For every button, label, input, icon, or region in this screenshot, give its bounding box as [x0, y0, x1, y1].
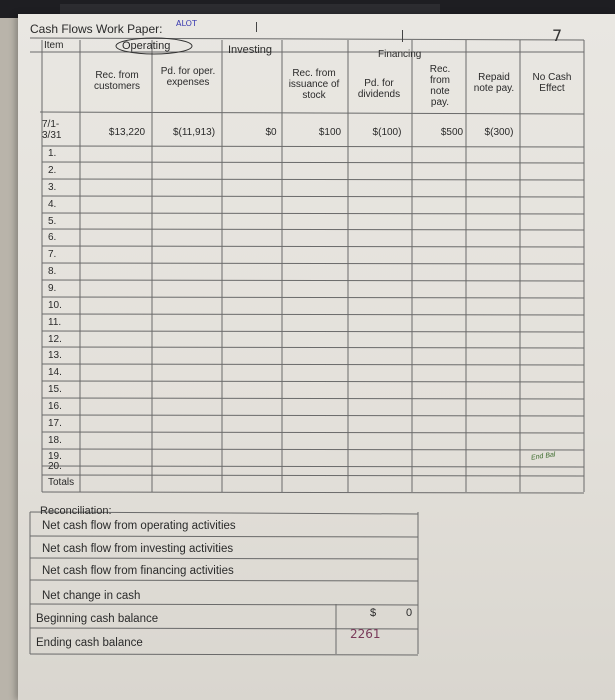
handwritten-title-note: ALOT	[176, 19, 197, 28]
col-rec-stock: Rec. from issuance of stock	[288, 68, 340, 101]
grid-row-line	[42, 280, 584, 281]
row-number-label: 1.	[48, 148, 57, 159]
row-number-label: 4.	[48, 199, 57, 210]
col-pd-dividends: Pd. for dividends	[357, 78, 401, 100]
reconciliation-row-label: Net cash flow from financing activities	[42, 565, 234, 577]
grid-row-line	[42, 162, 584, 163]
first-row-label: 7/1- 3/31	[42, 119, 62, 141]
cell-rec-customers: $13,220	[108, 127, 146, 138]
recon-row-line	[30, 604, 418, 605]
col-rec-customers: Rec. from customers	[93, 70, 141, 92]
grid-row-line	[42, 347, 584, 348]
operating-circle-mark	[114, 36, 194, 56]
row-number-label: 18.	[48, 435, 62, 446]
reconciliation-row-label: Ending cash balance	[36, 637, 143, 649]
worksheet-title: Cash Flows Work Paper:	[30, 22, 163, 36]
reconciliation-row-label: Net cash flow from investing activities	[42, 543, 234, 555]
ending-value-handwritten: 2261	[350, 627, 381, 641]
item-header: Item	[44, 40, 64, 51]
recon-row-line	[30, 654, 418, 655]
grid-header-bottom	[40, 112, 584, 114]
grid-row-line	[42, 381, 584, 382]
cell-investing: $0	[265, 127, 277, 138]
reconciliation-title: Reconciliation:	[40, 505, 112, 517]
grid-row-line	[42, 475, 584, 476]
row-number-label: 3.	[48, 182, 57, 193]
pen-tick-mark	[256, 22, 257, 32]
recon-row-line	[30, 580, 418, 581]
grid-row-line	[42, 196, 584, 197]
row-number-label: 11.	[48, 317, 62, 328]
handwritten-end-note: End Bal	[530, 451, 556, 462]
grid-row-line	[42, 229, 584, 230]
cell-rec-note: $500	[440, 127, 464, 138]
recon-row-line	[30, 536, 418, 537]
grid-row-line	[42, 246, 584, 247]
page-number: 7	[552, 26, 563, 45]
beginning-value-prefix: $	[370, 607, 377, 619]
grid-row-line	[42, 146, 584, 147]
row-number-label: 6.	[48, 232, 57, 243]
row-number-label: 12.	[48, 334, 62, 345]
col-no-cash-effect: No Cash Effect	[532, 72, 572, 94]
reconciliation-row-label: Net cash flow from operating activities	[42, 520, 236, 532]
grid-row-line	[42, 492, 584, 493]
beginning-value: 0	[406, 607, 413, 619]
row-number-label: 7.	[48, 249, 57, 260]
row-number-label: 17.	[48, 418, 62, 429]
pen-tick-mark	[402, 30, 403, 42]
cell-repaid-note: $(300)	[484, 127, 514, 138]
row-number-label: 10.	[48, 300, 62, 311]
grid-row-line	[42, 297, 584, 298]
grid-row-line	[42, 213, 584, 214]
financing-header: Financing	[378, 49, 422, 60]
investing-header: Investing	[228, 44, 273, 56]
row-number-label: 8.	[48, 266, 57, 277]
operating-header: Operating	[122, 40, 171, 52]
grid-row-line	[42, 364, 584, 365]
cell-pd-oper: $(11,913)	[172, 127, 216, 138]
cell-rec-stock: $100	[318, 127, 342, 138]
grid-row-line	[42, 314, 584, 315]
row-number-label: 16.	[48, 401, 62, 412]
row-number-label: 13.	[48, 350, 62, 361]
row-number-label: 9.	[48, 283, 57, 294]
row-number-label: 5.	[48, 216, 57, 227]
row-number-label: 15.	[48, 384, 62, 395]
col-rec-note: Rec. from note pay.	[429, 64, 451, 108]
grid-row-line	[42, 466, 584, 467]
grid-row-line	[42, 398, 584, 399]
grid-row-line	[42, 179, 584, 180]
row-number-label: 14.	[48, 367, 62, 378]
reconciliation-row-label: Beginning cash balance	[36, 613, 159, 625]
col-pd-oper-expenses: Pd. for oper. expenses	[160, 66, 216, 88]
grid-row-line	[42, 432, 584, 433]
grid-row-line	[42, 449, 584, 450]
totals-label: Totals	[48, 477, 75, 488]
recon-row-line	[30, 558, 418, 559]
grid-row-line	[42, 263, 584, 264]
col-repaid-note: Repaid note pay.	[473, 72, 515, 94]
row-number-label: 19.	[48, 451, 62, 462]
row-number-label: 20.	[48, 461, 62, 472]
grid-row-line	[42, 331, 584, 332]
reconciliation-row-label: Net change in cash	[42, 590, 141, 602]
row-number-label: 2.	[48, 165, 57, 176]
grid-row-line	[42, 415, 584, 416]
cell-pd-dividends: $(100)	[372, 127, 402, 138]
